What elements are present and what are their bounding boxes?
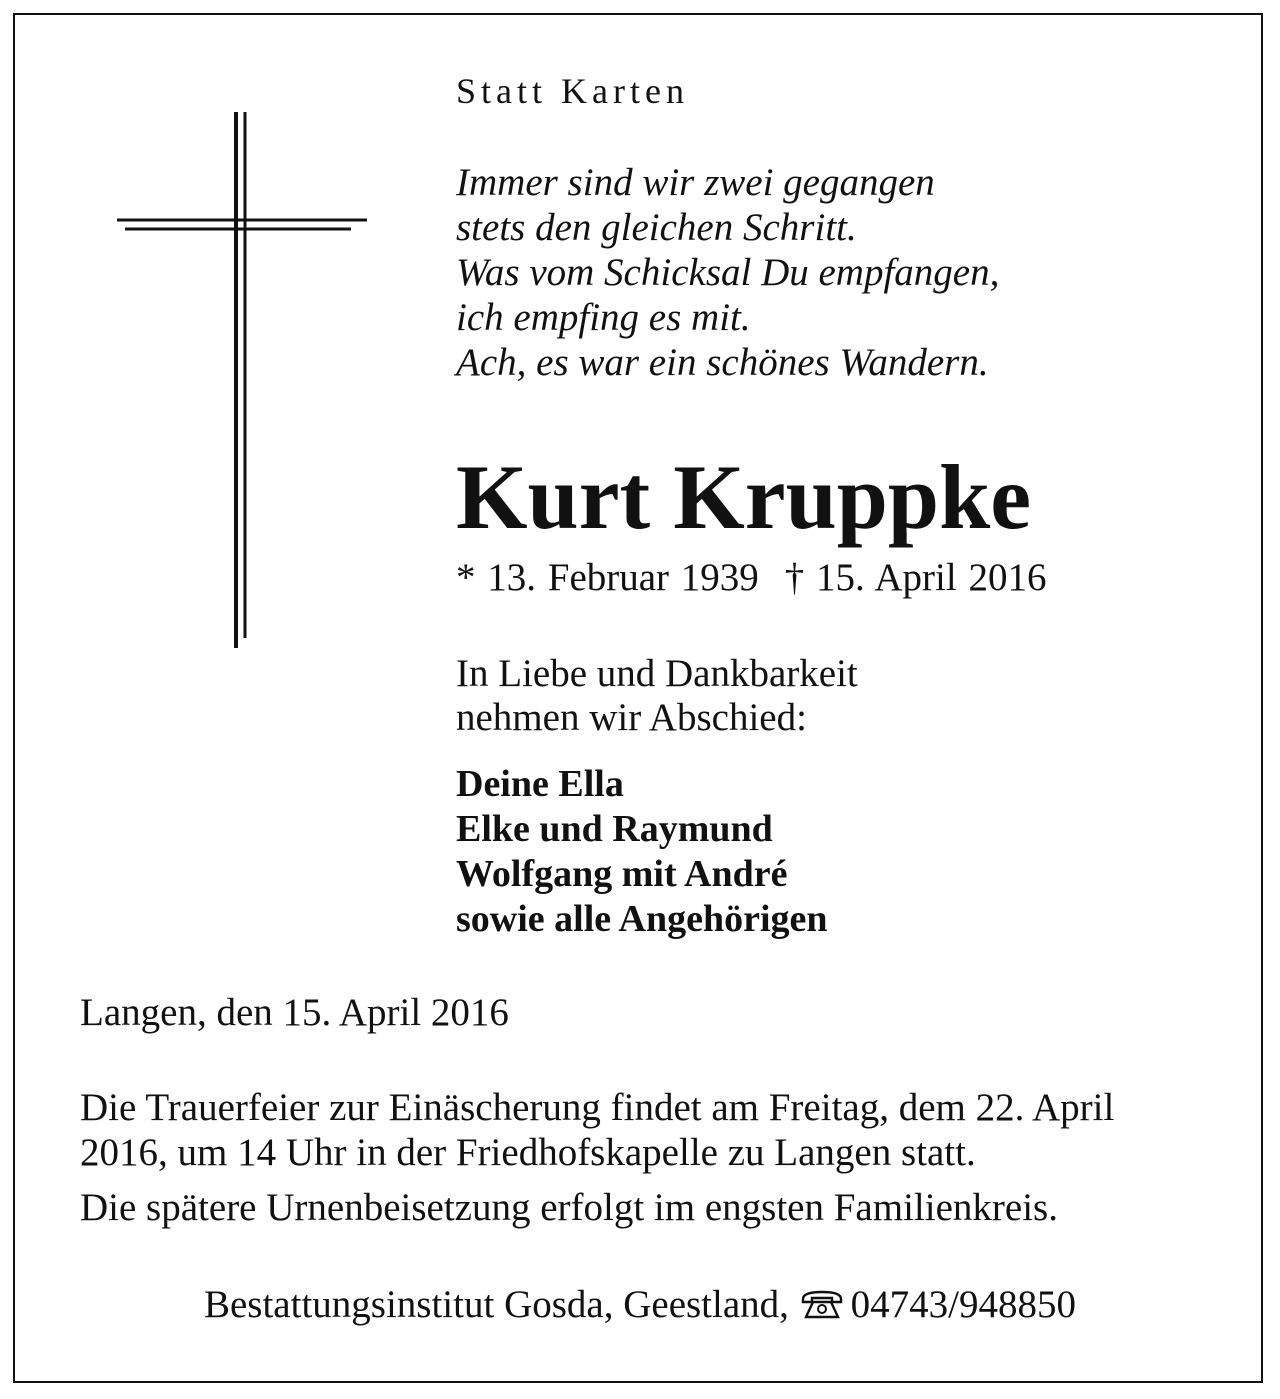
poem-line: stets den gleichen Schritt. [456,206,857,249]
death-date: † 15. April 2016 [784,556,1047,599]
poem-line: Immer sind wir zwei gegangen [456,161,935,204]
urn-burial-info: Die spätere Urnenbeisetzung erfolgt im engsten Familienkreis. [80,1186,1058,1229]
heading-statt-karten: Statt Karten [456,71,689,111]
poem [456,160,999,385]
poem-line: Was vom Schicksal Du empfangen, [456,251,1000,294]
mourner-name: Deine Ella [456,763,624,805]
birth-date: * 13. Februar 1939 [456,556,759,599]
service-line: 2016, um 14 Uhr in der Friedhofskapelle zu Langen statt. [80,1131,976,1174]
deceased-name: Kurt Kruppke [456,446,1032,548]
farewell-line: In Liebe und Dankbarkeit [456,652,858,695]
mourner-name: Wolfgang mit André [456,853,788,895]
funeral-service-info [80,1085,1114,1175]
farewell-line: nehmen wir Abschied: [456,696,807,739]
place-and-date: Langen, den 15. April 2016 [80,991,509,1034]
phone-number: 04743/948850 [850,1283,1077,1326]
undertaker-line [0,1282,1280,1327]
life-dates [456,555,1046,600]
mourner-name: Elke und Raymund [456,808,773,850]
service-line: Die Trauerfeier zur Einäscherung findet am Freitag, dem 22. April [80,1086,1115,1129]
undertaker-name: Bestattungsinstitut Gosda, Geestland, [203,1283,789,1326]
poem-line: ich empfing es mit. [456,296,751,339]
farewell-text [456,652,858,740]
cross-icon [115,110,375,650]
mourners-list [456,762,828,942]
mourner-name: sowie alle Angehörigen [456,898,828,940]
poem-line: Ach, es war ein schönes Wandern. [456,341,989,384]
telephone-icon [799,1289,845,1321]
